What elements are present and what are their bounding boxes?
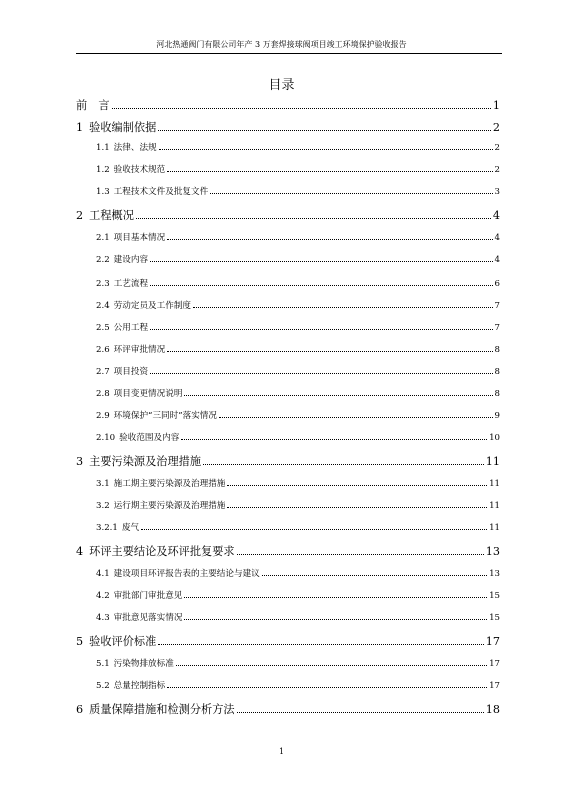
toc-entry-page: 13 bbox=[489, 569, 500, 579]
toc-entry-label: 工程概况 bbox=[89, 209, 134, 222]
toc-entry[interactable] bbox=[96, 299, 500, 311]
toc-leader-dots bbox=[262, 575, 487, 576]
toc-leader-dots bbox=[158, 644, 483, 645]
toc-leader-dots bbox=[150, 261, 492, 262]
toc-entry-label: 环境保护“三同时”落实情况 bbox=[113, 411, 217, 421]
toc-leader-dots bbox=[237, 554, 484, 555]
toc-entry-page: 11 bbox=[489, 523, 500, 533]
toc-entry-label: 劳动定员及工作制度 bbox=[113, 301, 192, 311]
toc-entry-number: 2.4 bbox=[96, 301, 110, 311]
toc-entry[interactable] bbox=[76, 97, 500, 113]
page-number: 1 bbox=[278, 747, 285, 756]
toc-entry-number: 5 bbox=[76, 635, 84, 648]
toc-entry-number: 4.1 bbox=[96, 569, 110, 579]
toc-entry[interactable] bbox=[96, 567, 500, 579]
toc-leader-dots bbox=[112, 108, 491, 109]
toc-entry[interactable] bbox=[96, 321, 500, 333]
toc-entry-label: 施工期主要污染源及治理措施 bbox=[113, 479, 226, 489]
toc-entry[interactable] bbox=[96, 477, 500, 489]
toc-entry[interactable] bbox=[96, 387, 500, 399]
toc-entry[interactable] bbox=[96, 141, 500, 153]
toc-entry-page: 15 bbox=[489, 613, 500, 623]
toc-entry-number: 2.2 bbox=[96, 255, 110, 265]
toc-entry-label: 法律、法规 bbox=[113, 143, 157, 153]
toc-entry-page: 4 bbox=[492, 209, 500, 222]
toc-entry-label: 项目基本情况 bbox=[113, 233, 166, 243]
toc-leader-dots bbox=[184, 597, 487, 598]
toc-entry-label: 验收范围及内容 bbox=[119, 433, 180, 443]
toc-entry-number: 3.1 bbox=[96, 479, 110, 489]
toc-entry[interactable] bbox=[96, 657, 500, 669]
toc-entry-label: 审批部门审批意见 bbox=[113, 591, 183, 601]
toc-entry-page: 10 bbox=[489, 433, 500, 443]
toc-entry-number: 2.9 bbox=[96, 411, 110, 421]
toc-entry-label: 主要污染源及治理措施 bbox=[89, 455, 202, 468]
toc-entry[interactable] bbox=[76, 207, 500, 223]
toc-entry[interactable] bbox=[96, 589, 500, 601]
toc-entry-number: 5.1 bbox=[96, 659, 110, 669]
toc-entry-number: 1.1 bbox=[96, 143, 110, 153]
toc-entry-number: 1.3 bbox=[96, 187, 110, 197]
toc-leader-dots bbox=[167, 239, 492, 240]
toc-leader-dots bbox=[167, 687, 487, 688]
toc-entry-page: 17 bbox=[489, 681, 500, 691]
toc-entry[interactable] bbox=[76, 119, 500, 135]
toc-entry-label: 总量控制指标 bbox=[113, 681, 166, 691]
toc-entry-number: 2.1 bbox=[96, 233, 110, 243]
toc-entry-page: 9 bbox=[494, 411, 500, 421]
toc-entry-label: 项目投资 bbox=[113, 367, 149, 377]
toc-leader-dots bbox=[167, 351, 492, 352]
toc-entry-page: 4 bbox=[494, 233, 500, 243]
toc-entry-page: 6 bbox=[494, 279, 500, 289]
toc-leader-dots bbox=[219, 417, 493, 418]
toc-entry-page: 17 bbox=[489, 659, 500, 669]
toc-entry-page: 2 bbox=[494, 143, 500, 153]
toc-entry-label: 环评审批情况 bbox=[113, 345, 166, 355]
toc-entry-number: 2.3 bbox=[96, 279, 110, 289]
toc-entry-number: 2.7 bbox=[96, 367, 110, 377]
toc-entry-number: 1.2 bbox=[96, 165, 110, 175]
toc-entry[interactable] bbox=[76, 543, 500, 559]
toc-entry-page: 2 bbox=[492, 121, 500, 134]
toc-leader-dots bbox=[193, 307, 493, 308]
toc-entry-label: 验收技术规范 bbox=[113, 165, 166, 175]
toc-entry-number: 2.5 bbox=[96, 323, 110, 333]
document-header-title: 河北热通阀门有限公司年产 3 万套焊接球阀项目竣工环境保护验收报告 bbox=[156, 40, 407, 49]
toc-entry-number: 2.10 bbox=[96, 433, 116, 443]
toc-entry-page: 11 bbox=[489, 479, 500, 489]
toc-entry[interactable] bbox=[96, 679, 500, 691]
toc-entry-number: 4.3 bbox=[96, 613, 110, 623]
toc-leader-dots bbox=[150, 373, 492, 374]
toc-entry-page: 3 bbox=[494, 187, 500, 197]
toc-entry-number: 3.2 bbox=[96, 501, 110, 511]
toc-entry-label: 前 言 bbox=[76, 99, 110, 112]
toc-entry[interactable] bbox=[96, 409, 500, 421]
toc-leader-dots bbox=[181, 439, 487, 440]
toc-entry[interactable] bbox=[76, 701, 500, 717]
toc-entry[interactable] bbox=[96, 277, 500, 289]
toc-entry-page: 13 bbox=[485, 545, 500, 558]
toc-leader-dots bbox=[227, 507, 487, 508]
toc-entry-label: 工艺流程 bbox=[113, 279, 149, 289]
toc-entry-label: 建设内容 bbox=[113, 255, 149, 265]
toc-entry-label: 公用工程 bbox=[113, 323, 149, 333]
toc-entry-label: 质量保障措施和检测分析方法 bbox=[89, 703, 235, 716]
toc-leader-dots bbox=[136, 218, 491, 219]
toc-entry[interactable] bbox=[96, 253, 500, 265]
toc-entry-number: 6 bbox=[76, 703, 84, 716]
toc-entry-page: 15 bbox=[489, 591, 500, 601]
toc-entry-page: 4 bbox=[494, 255, 500, 265]
toc-leader-dots bbox=[184, 395, 492, 396]
toc-leader-dots bbox=[158, 130, 491, 131]
toc-entry-label: 建设项目环评报告表的主要结论与建议 bbox=[113, 569, 260, 579]
toc-entry[interactable] bbox=[96, 343, 500, 355]
toc-leader-dots bbox=[167, 171, 492, 172]
toc-leader-dots bbox=[159, 149, 493, 150]
toc-entry-number: 3.2.1 bbox=[96, 523, 118, 533]
toc-leader-dots bbox=[176, 665, 487, 666]
toc-leader-dots bbox=[237, 712, 484, 713]
toc-entry[interactable] bbox=[76, 453, 500, 469]
toc-entry[interactable] bbox=[96, 431, 500, 443]
toc-entry-page: 7 bbox=[494, 301, 500, 311]
toc-entry-page: 8 bbox=[494, 345, 500, 355]
toc-entry[interactable] bbox=[96, 611, 500, 623]
toc-entry-label: 验收评价标准 bbox=[89, 635, 157, 648]
toc-entry[interactable] bbox=[96, 499, 500, 511]
toc-entry-page: 7 bbox=[494, 323, 500, 333]
toc-entry[interactable] bbox=[76, 633, 500, 649]
toc-title: 目录 bbox=[268, 78, 295, 93]
header-rule bbox=[76, 53, 502, 54]
toc-entry-label: 审批意见落实情况 bbox=[113, 613, 183, 623]
toc-entry-label: 废气 bbox=[121, 523, 140, 533]
toc-leader-dots bbox=[184, 619, 487, 620]
toc-entry-label: 环评主要结论及环评批复要求 bbox=[89, 545, 235, 558]
toc-leader-dots bbox=[227, 485, 487, 486]
toc-entry-label: 验收编制依据 bbox=[89, 121, 157, 134]
toc-entry-number: 2.6 bbox=[96, 345, 110, 355]
toc-leader-dots bbox=[203, 464, 484, 465]
toc-leader-dots bbox=[150, 329, 492, 330]
toc-entry-number: 5.2 bbox=[96, 681, 110, 691]
toc-entry-page: 8 bbox=[494, 367, 500, 377]
toc-entry-number: 2.8 bbox=[96, 389, 110, 399]
toc-entry[interactable] bbox=[96, 365, 500, 377]
toc-entry-number: 2 bbox=[76, 209, 84, 222]
toc-entry-page: 8 bbox=[494, 389, 500, 399]
toc-leader-dots bbox=[210, 193, 492, 194]
toc-entry-number: 4.2 bbox=[96, 591, 110, 601]
toc-entry[interactable] bbox=[96, 185, 500, 197]
toc-leader-dots bbox=[141, 529, 487, 530]
toc-entry-label: 运行期主要污染源及治理措施 bbox=[113, 501, 226, 511]
toc-leader-dots bbox=[150, 285, 492, 286]
toc-entry-page: 11 bbox=[485, 455, 500, 468]
toc-entry-page: 17 bbox=[485, 635, 500, 648]
toc-entry-label: 项目变更情况说明 bbox=[113, 389, 183, 399]
toc-entry-label: 工程技术文件及批复文件 bbox=[113, 187, 209, 197]
toc-entry-page: 2 bbox=[494, 165, 500, 175]
toc-entry[interactable] bbox=[96, 521, 500, 533]
toc-entry[interactable] bbox=[96, 231, 500, 243]
toc-entry-number: 4 bbox=[76, 545, 84, 558]
toc-entry-page: 1 bbox=[492, 99, 500, 112]
toc-entry-label: 污染物排放标准 bbox=[113, 659, 174, 669]
toc-entry-page: 18 bbox=[485, 703, 500, 716]
toc-entry-page: 11 bbox=[489, 501, 500, 511]
toc-entry-number: 1 bbox=[76, 121, 84, 134]
toc-entry-number: 3 bbox=[76, 455, 84, 468]
toc-entry[interactable] bbox=[96, 163, 500, 175]
